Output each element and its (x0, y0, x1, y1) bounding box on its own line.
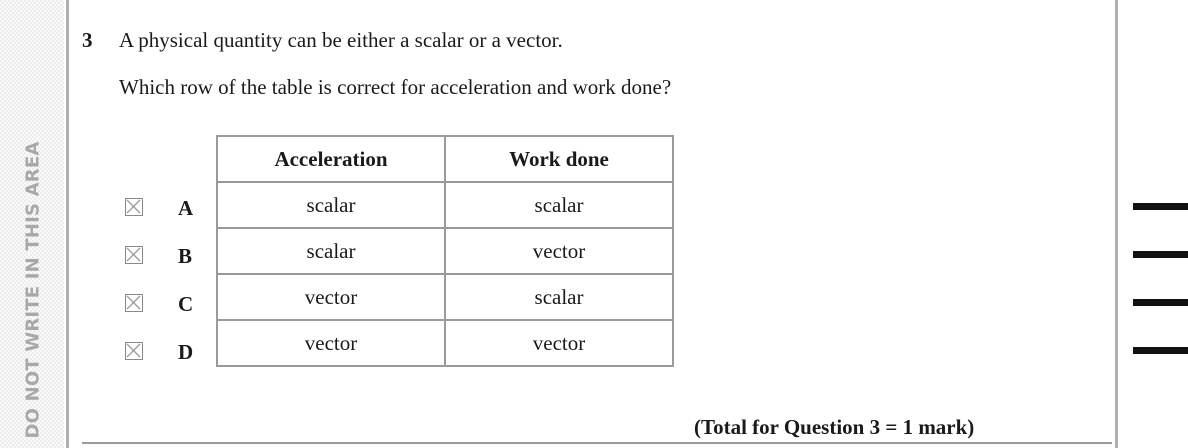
option-a-checkbox[interactable] (125, 198, 143, 216)
bottom-rule (82, 442, 1112, 444)
cross-box-icon (126, 199, 141, 214)
cross-box-icon (126, 343, 141, 358)
option-d-letter: D (178, 340, 194, 364)
option-d-checkbox[interactable] (125, 342, 143, 360)
cell-acceleration: vector (217, 274, 445, 320)
page-edge-marker (1133, 203, 1188, 210)
cross-box-icon (126, 295, 141, 310)
question-stem: A physical quantity can be either a scalar or a vector. (119, 28, 563, 52)
table-row (217, 274, 673, 320)
do-not-write-warning: DO NOT WRITE IN THIS AREA (22, 141, 44, 439)
option-b-letter: B (178, 244, 193, 268)
answer-table (216, 135, 674, 367)
right-margin-strip (1118, 0, 1188, 448)
page-edge-marker (1133, 347, 1188, 354)
cell-work-done: vector (445, 320, 673, 366)
left-margin-rule (66, 0, 69, 448)
question-number: 3 (82, 28, 93, 52)
table-row (217, 182, 673, 228)
header-work-done: Work done (445, 136, 673, 182)
table-header-row (217, 136, 673, 182)
option-a-letter: A (178, 196, 194, 220)
table-row (217, 320, 673, 366)
option-b-checkbox[interactable] (125, 246, 143, 264)
table-row (217, 228, 673, 274)
cell-work-done: scalar (445, 182, 673, 228)
cell-acceleration: scalar (217, 228, 445, 274)
header-acceleration: Acceleration (217, 136, 445, 182)
cell-work-done: vector (445, 228, 673, 274)
cell-acceleration: scalar (217, 182, 445, 228)
margin-hatched-strip (0, 0, 64, 448)
option-c-letter: C (178, 292, 194, 316)
page-edge-marker (1133, 251, 1188, 258)
option-c-checkbox[interactable] (125, 294, 143, 312)
page-edge-marker (1133, 299, 1188, 306)
cell-acceleration: vector (217, 320, 445, 366)
total-marks: (Total for Question 3 = 1 mark) (694, 415, 975, 439)
question-prompt: Which row of the table is correct for acceleration and work done? (119, 75, 672, 99)
cross-box-icon (126, 247, 141, 262)
cell-work-done: scalar (445, 274, 673, 320)
